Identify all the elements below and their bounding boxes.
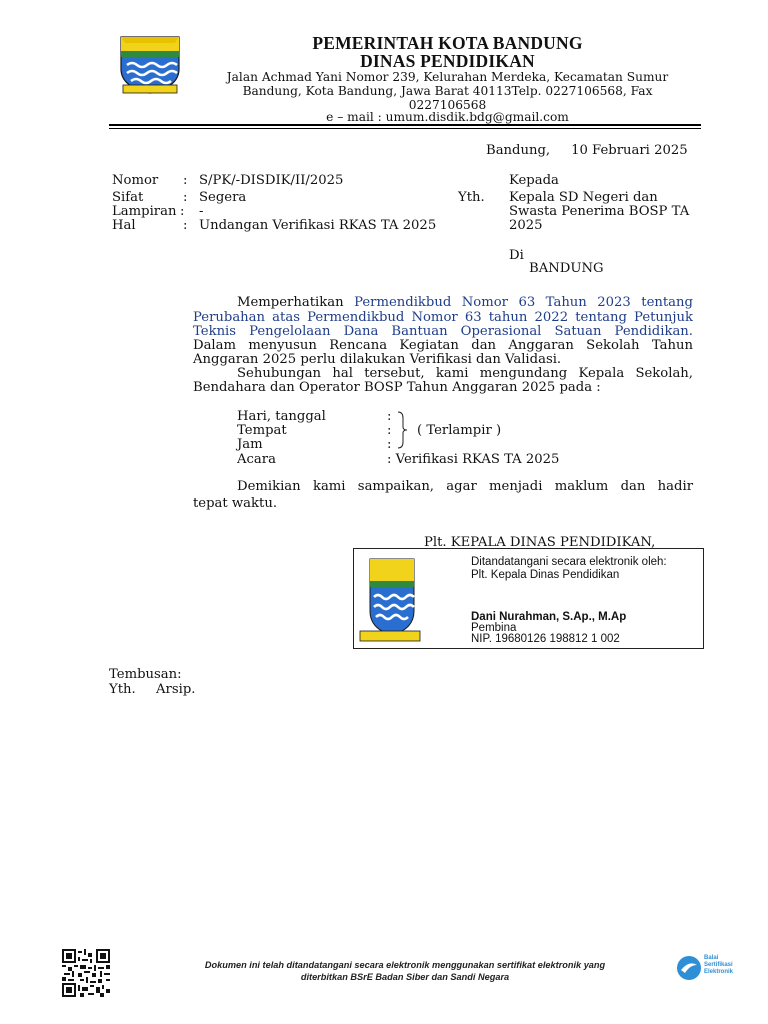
signed-electronically-note: Ditandatangani secara elektronik oleh: bbox=[471, 556, 667, 568]
schedule-acara-value: : Verifikasi RKAS TA 2025 bbox=[387, 452, 560, 467]
signatory-position: Plt. Kepala Dinas Pendidikan bbox=[471, 569, 620, 581]
body-p1-line-4: Dalam menyusun Rencana Kegiatan dan Anggaran Sekolah Tahun bbox=[193, 338, 693, 353]
hal-label: Hal bbox=[112, 218, 136, 233]
header-title-2: DINAS PENDIDIKAN bbox=[360, 51, 535, 71]
body-p1-line-1 bbox=[237, 296, 693, 311]
schedule-hari-label: Hari, tanggal bbox=[237, 409, 326, 424]
schedule-acara-label: Acara bbox=[237, 452, 276, 467]
nomor-colon: : bbox=[183, 173, 188, 188]
signatory-nip: NIP. 19680126 198812 1 002 bbox=[471, 633, 620, 645]
sifat-value: Segera bbox=[199, 190, 247, 205]
schedule-tempat-label: Tempat bbox=[237, 423, 287, 438]
schedule-tempat-colon: : bbox=[387, 423, 392, 438]
bsre-logo bbox=[676, 955, 738, 981]
header-divider-thick bbox=[109, 124, 701, 126]
letter-date: Bandung, 10 Februari 2025 bbox=[486, 143, 688, 158]
lampiran-value: - bbox=[199, 204, 204, 219]
signature-title: Plt. KEPALA DINAS PENDIDIKAN, bbox=[424, 535, 656, 550]
header-email: e – mail : umum.disdik.bdg@gmail.com bbox=[326, 110, 569, 124]
tembusan-yth: Yth. bbox=[109, 682, 136, 697]
schedule-jam-colon: : bbox=[387, 437, 392, 452]
city-logo bbox=[117, 35, 183, 95]
recipient-city: BANDUNG bbox=[529, 261, 604, 276]
hal-value: Undangan Verifikasi RKAS TA 2025 bbox=[199, 218, 437, 233]
header-address-1: Jalan Achmad Yani Nomor 239, Kelurahan Merdeka, Kecamatan Sumur bbox=[226, 70, 669, 84]
schedule-terlampir: ( Terlampir ) bbox=[417, 423, 502, 438]
body-p2-line-1: Sehubungan hal tersebut, kami mengundang Kepala Sekolah, bbox=[237, 366, 693, 381]
header-address-3: 0227106568 bbox=[408, 98, 487, 112]
closing-line-1: Demikian kami sampaikan, agar menjadi maklum dan hadir bbox=[237, 479, 693, 494]
body-p2-line-2: Bendahara dan Operator BOSP Tahun Anggaran 2025 pada : bbox=[193, 380, 601, 395]
closing-line-1-wrap bbox=[237, 480, 693, 495]
hal-colon: : bbox=[183, 218, 188, 233]
nomor-value: S/PK/-DISDIK/II/2025 bbox=[199, 173, 344, 188]
bsre-logo-text-3: Elektronik bbox=[704, 969, 734, 975]
signature-city-logo bbox=[358, 555, 422, 643]
sifat-label: Sifat bbox=[112, 190, 144, 205]
recipient-di: Di bbox=[509, 248, 524, 263]
bsre-logo-text-2: Sertifikasi bbox=[704, 962, 733, 968]
recipient-line-1: Kepala SD Negeri dan bbox=[509, 190, 658, 205]
schedule-jam-label: Jam bbox=[237, 437, 263, 452]
body-p1-line-5: Anggaran 2025 perlu dilakukan Verifikasi dan Validasi. bbox=[193, 352, 562, 367]
header-divider-thin bbox=[109, 128, 701, 129]
recipient-line-2: Swasta Penerima BOSP TA bbox=[509, 204, 690, 219]
e-signature-box bbox=[353, 548, 704, 649]
footer-line-1: Dokumen ini telah ditandatangani secara elektronik menggunakan sertifikat elektronik yang bbox=[204, 960, 606, 970]
body-p1-line-1-a: Memperhatikan bbox=[237, 295, 344, 310]
nomor-label: Nomor bbox=[112, 173, 159, 188]
body-paragraph-1 bbox=[193, 296, 693, 311]
schedule-brace bbox=[396, 410, 408, 454]
tembusan-label: Tembusan: bbox=[109, 667, 182, 682]
sifat-colon: : bbox=[183, 190, 188, 205]
signatory-rank: Pembina bbox=[471, 622, 517, 634]
permendikbud-reference-1: Permendikbud Nomor 63 Tahun 2023 tentang bbox=[354, 295, 693, 310]
signatory-name: Dani Nurahman, S.Ap., M.Ap bbox=[471, 611, 627, 623]
body-p2-line-2-wrap bbox=[193, 381, 693, 396]
schedule-hari-colon: : bbox=[387, 409, 392, 424]
recipient-kepada: Kepada bbox=[509, 173, 559, 188]
footer-line-2: diterbitkan BSrE Badan Siber dan Sandi Negara bbox=[300, 972, 510, 982]
permendikbud-reference-3: Teknis Pengelolaan Dana Bantuan Operasional Satuan Pendidikan. bbox=[193, 324, 693, 339]
tembusan-arsip: Arsip. bbox=[156, 682, 196, 697]
bsre-logo-text-1: Balai bbox=[704, 955, 719, 961]
permendikbud-reference-2: Perubahan atas Permendikbud Nomor 63 tahun 2022 tentang Petunjuk bbox=[193, 310, 693, 325]
recipient-yth: Yth. bbox=[458, 190, 485, 205]
lampiran-colon: : bbox=[180, 204, 185, 219]
qr-code bbox=[62, 949, 110, 997]
header-title-1: PEMERINTAH KOTA BANDUNG bbox=[312, 33, 583, 53]
closing-line-2: tepat waktu. bbox=[193, 496, 278, 511]
lampiran-label: Lampiran bbox=[112, 204, 177, 219]
recipient-line-3: 2025 bbox=[509, 218, 543, 233]
header-address-2: Bandung, Kota Bandung, Jawa Barat 40113Telp. 0227106568, Fax bbox=[242, 84, 653, 98]
